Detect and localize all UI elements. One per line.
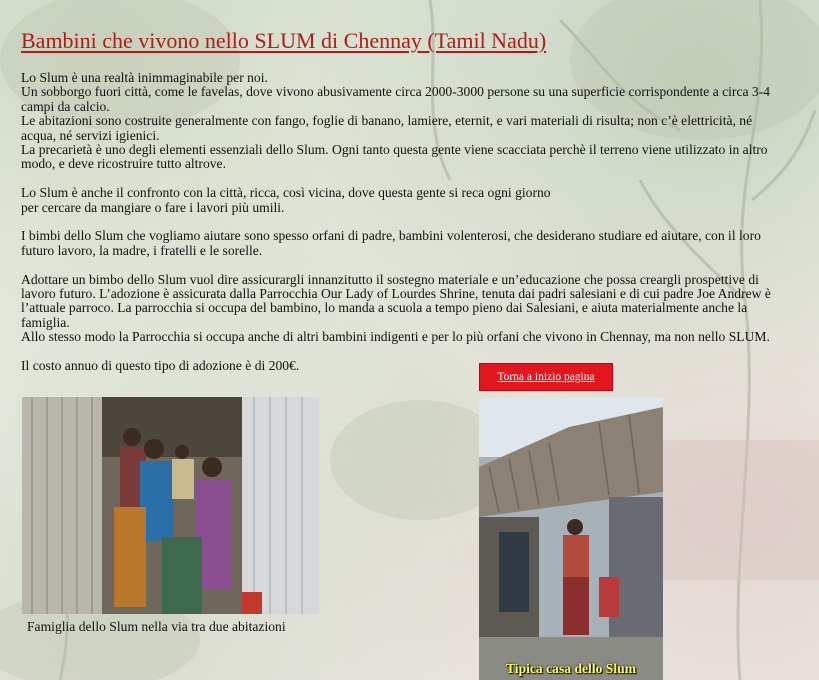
paragraph-line: Le abitazioni sono costruite generalmente con fango, foglie di banano, lamiere, eternit, e vari materiali di risulta; non c’è elettricità, né acqua, né servizi igienici. xyxy=(21,113,753,143)
page-title: Bambini che vivono nello SLUM di Chennay (Tamil Nadu) xyxy=(21,28,547,53)
paragraph-line: per cercare da mangiare o fare i lavori più umili. xyxy=(21,199,285,215)
article-paragraph xyxy=(21,359,781,373)
photo-family-caption: Famiglia dello Slum nella via tra due abitazioni xyxy=(27,619,286,634)
paragraph-line: Adottare un bimbo dello Slum vuol dire assicurargli innanzitutto il sostegno materiale e un’educazione che possa creargli prospettive di lavoro futuro. L’adozione è assicurata dalla Parrocchia Our Lady of Lourdes Shrine, tenuta dai padri salesiani e di cui padre Joe Andrew è l’attuale parroco. La parrocchia si occupa del bambino, lo manda a scuola a tempo pieno dai Salesiani, e aiuta materialmente anche la famiglia. xyxy=(21,271,771,330)
photo-slum-house xyxy=(479,397,663,680)
paragraph-line: Lo Slum è anche il confronto con la città, ricca, così vicina, dove questa gente si reca ogni giorno xyxy=(21,185,551,201)
paragraph-line: La precarietà è uno degli elementi essenziali dello Slum. Ogni tanto questa gente viene scacciata perchè il terreno viene utilizzato in altro modo, e deve ricostruire tutto altrove. xyxy=(21,142,768,172)
photo-house-caption: Tipica casa dello Slum xyxy=(505,661,637,676)
article-body xyxy=(21,71,781,373)
back-to-top-link[interactable]: Torna a inizio pagina xyxy=(497,371,595,383)
article-paragraph xyxy=(21,229,781,258)
article-paragraph xyxy=(21,71,781,172)
article-paragraph xyxy=(21,273,781,345)
article-paragraph xyxy=(21,186,781,215)
paragraph-line: Il costo annuo di questo tipo di adozione è di 200€. xyxy=(21,358,300,374)
back-to-top-button[interactable] xyxy=(479,363,613,391)
paragraph-line: Lo Slum è una realtà inimmaginabile per noi. xyxy=(21,70,268,85)
paragraph-line: Un sobborgo fuori città, come le favelas, dove vivono abusivamente circa 2000-3000 persone su una superficie corrispondente a circa 3-4 campi da calcio. xyxy=(21,84,771,114)
paragraph-line: I bimbi dello Slum che vogliamo aiutare sono spesso orfani di padre, bambini volenterosi, che desiderano studiare ed aiutare, con il loro futuro lavoro, la madre, i fratelli e le sorelle. xyxy=(21,228,761,258)
photo-slum-family xyxy=(22,397,319,614)
paragraph-line: Allo stesso modo la Parrocchia si occupa anche di altri bambini indigenti e per lo più orfani che vivono in Chennay, ma non nello SLUM. xyxy=(21,329,770,345)
